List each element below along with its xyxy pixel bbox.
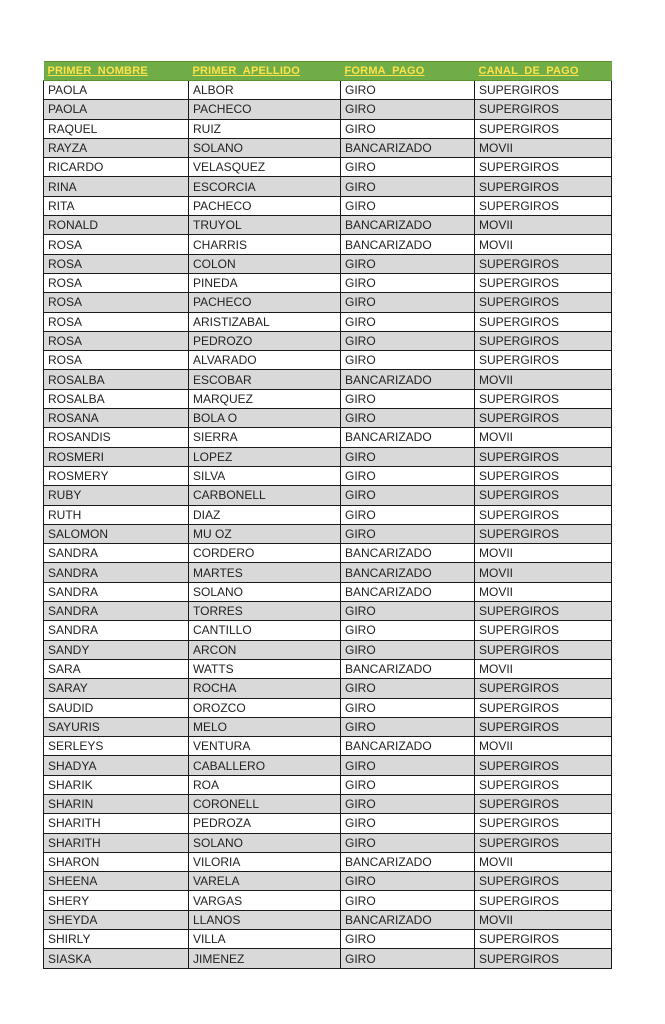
payment-method-cell: GIRO bbox=[341, 756, 475, 775]
first-name-cell: RAYZA bbox=[44, 138, 189, 157]
first-name-cell: SAUDID bbox=[44, 698, 189, 717]
table-row bbox=[44, 293, 612, 312]
last-name-cell: PACHECO bbox=[189, 293, 341, 312]
payment-method-cell: GIRO bbox=[341, 698, 475, 717]
table-row bbox=[44, 351, 612, 370]
payment-channel-cell: MOVII bbox=[475, 659, 612, 678]
table-row bbox=[44, 100, 612, 119]
payment-channel-cell: SUPERGIROS bbox=[475, 872, 612, 891]
payment-channel-cell: SUPERGIROS bbox=[475, 466, 612, 485]
payment-channel-cell: SUPERGIROS bbox=[475, 505, 612, 524]
payment-channel-cell: MOVII bbox=[475, 138, 612, 157]
last-name-cell: PEDROZO bbox=[189, 331, 341, 350]
last-name-cell: RUIZ bbox=[189, 119, 341, 138]
payment-method-cell: GIRO bbox=[341, 177, 475, 196]
payment-channel-cell: SUPERGIROS bbox=[475, 100, 612, 119]
payment-channel-cell: SUPERGIROS bbox=[475, 81, 612, 100]
last-name-cell: VILLA bbox=[189, 930, 341, 949]
payment-channel-cell: SUPERGIROS bbox=[475, 351, 612, 370]
payment-channel-cell: SUPERGIROS bbox=[475, 158, 612, 177]
table-row bbox=[44, 505, 612, 524]
payment-method-cell: GIRO bbox=[341, 100, 475, 119]
first-name-cell: ROSANA bbox=[44, 409, 189, 428]
payment-method-cell: BANCARIZADO bbox=[341, 216, 475, 235]
payment-channel-cell: SUPERGIROS bbox=[475, 698, 612, 717]
first-name-cell: SHIRLY bbox=[44, 930, 189, 949]
payment-method-cell: GIRO bbox=[341, 196, 475, 215]
payment-method-cell: BANCARIZADO bbox=[341, 852, 475, 871]
table-body bbox=[44, 81, 612, 969]
payment-method-cell: GIRO bbox=[341, 273, 475, 292]
payment-method-cell: BANCARIZADO bbox=[341, 428, 475, 447]
first-name-cell: SHARITH bbox=[44, 833, 189, 852]
payment-channel-cell: SUPERGIROS bbox=[475, 119, 612, 138]
table-row bbox=[44, 659, 612, 678]
payment-method-cell: GIRO bbox=[341, 331, 475, 350]
last-name-cell: TRUYOL bbox=[189, 216, 341, 235]
table-row bbox=[44, 119, 612, 138]
first-name-cell: PAOLA bbox=[44, 81, 189, 100]
last-name-cell: SOLANO bbox=[189, 138, 341, 157]
payment-channel-cell: MOVII bbox=[475, 582, 612, 601]
first-name-cell: ROSALBA bbox=[44, 370, 189, 389]
table-row bbox=[44, 370, 612, 389]
last-name-cell: ALBOR bbox=[189, 81, 341, 100]
payment-channel-cell: SUPERGIROS bbox=[475, 949, 612, 968]
first-name-cell: ROSALBA bbox=[44, 389, 189, 408]
payment-method-cell: GIRO bbox=[341, 409, 475, 428]
payment-channel-cell: SUPERGIROS bbox=[475, 177, 612, 196]
last-name-cell: MARQUEZ bbox=[189, 389, 341, 408]
column-header-primer-apellido: PRIMER_APELLIDO bbox=[189, 62, 341, 81]
first-name-cell: SANDRA bbox=[44, 563, 189, 582]
table-row bbox=[44, 717, 612, 736]
payment-channel-cell: SUPERGIROS bbox=[475, 389, 612, 408]
payment-channel-cell: SUPERGIROS bbox=[475, 524, 612, 543]
table-row bbox=[44, 216, 612, 235]
first-name-cell: SALOMON bbox=[44, 524, 189, 543]
payment-channel-cell: MOVII bbox=[475, 910, 612, 929]
payment-channel-cell: SUPERGIROS bbox=[475, 254, 612, 273]
payment-channel-cell: SUPERGIROS bbox=[475, 409, 612, 428]
table-row bbox=[44, 949, 612, 968]
spreadsheet-page bbox=[43, 61, 611, 969]
first-name-cell: RUTH bbox=[44, 505, 189, 524]
last-name-cell: CARBONELL bbox=[189, 486, 341, 505]
table-row bbox=[44, 621, 612, 640]
payment-channel-cell: SUPERGIROS bbox=[475, 273, 612, 292]
table-row bbox=[44, 930, 612, 949]
table-row bbox=[44, 833, 612, 852]
last-name-cell: ESCOBAR bbox=[189, 370, 341, 389]
payment-method-cell: GIRO bbox=[341, 524, 475, 543]
payment-method-cell: GIRO bbox=[341, 466, 475, 485]
payment-channel-cell: SUPERGIROS bbox=[475, 331, 612, 350]
last-name-cell: LOPEZ bbox=[189, 447, 341, 466]
payment-channel-cell: SUPERGIROS bbox=[475, 602, 612, 621]
first-name-cell: ROSA bbox=[44, 312, 189, 331]
payment-method-cell: BANCARIZADO bbox=[341, 737, 475, 756]
first-name-cell: SANDY bbox=[44, 640, 189, 659]
payment-channel-cell: SUPERGIROS bbox=[475, 679, 612, 698]
payment-method-cell: GIRO bbox=[341, 814, 475, 833]
payment-method-cell: GIRO bbox=[341, 621, 475, 640]
last-name-cell: JIMENEZ bbox=[189, 949, 341, 968]
first-name-cell: SHARITH bbox=[44, 814, 189, 833]
first-name-cell: ROSA bbox=[44, 273, 189, 292]
last-name-cell: VILORIA bbox=[189, 852, 341, 871]
last-name-cell: SOLANO bbox=[189, 582, 341, 601]
table-row bbox=[44, 679, 612, 698]
table-row bbox=[44, 563, 612, 582]
payment-channel-cell: MOVII bbox=[475, 737, 612, 756]
table-row bbox=[44, 737, 612, 756]
payment-method-cell: BANCARIZADO bbox=[341, 138, 475, 157]
first-name-cell: SAYURIS bbox=[44, 717, 189, 736]
first-name-cell: ROSA bbox=[44, 351, 189, 370]
last-name-cell: SILVA bbox=[189, 466, 341, 485]
payment-method-cell: GIRO bbox=[341, 602, 475, 621]
first-name-cell: SHARIN bbox=[44, 794, 189, 813]
payment-channel-cell: SUPERGIROS bbox=[475, 717, 612, 736]
last-name-cell: ESCORCIA bbox=[189, 177, 341, 196]
first-name-cell: ROSMERY bbox=[44, 466, 189, 485]
payment-method-cell: GIRO bbox=[341, 930, 475, 949]
table-row bbox=[44, 872, 612, 891]
table-row bbox=[44, 524, 612, 543]
payment-method-cell: GIRO bbox=[341, 891, 475, 910]
last-name-cell: ROCHA bbox=[189, 679, 341, 698]
table-row bbox=[44, 544, 612, 563]
payment-channel-cell: SUPERGIROS bbox=[475, 930, 612, 949]
table-row bbox=[44, 447, 612, 466]
payment-method-cell: GIRO bbox=[341, 794, 475, 813]
first-name-cell: ROSANDIS bbox=[44, 428, 189, 447]
payment-method-cell: GIRO bbox=[341, 81, 475, 100]
table-row bbox=[44, 486, 612, 505]
first-name-cell: RITA bbox=[44, 196, 189, 215]
header-row bbox=[44, 62, 612, 81]
table-row bbox=[44, 852, 612, 871]
last-name-cell: OROZCO bbox=[189, 698, 341, 717]
table-row bbox=[44, 312, 612, 331]
payment-method-cell: BANCARIZADO bbox=[341, 582, 475, 601]
table-row bbox=[44, 602, 612, 621]
payment-method-cell: GIRO bbox=[341, 679, 475, 698]
last-name-cell: MU OZ bbox=[189, 524, 341, 543]
first-name-cell: SHEYDA bbox=[44, 910, 189, 929]
last-name-cell: DIAZ bbox=[189, 505, 341, 524]
first-name-cell: SIASKA bbox=[44, 949, 189, 968]
payment-method-cell: BANCARIZADO bbox=[341, 235, 475, 254]
beneficiaries-table bbox=[43, 61, 612, 969]
payment-method-cell: GIRO bbox=[341, 312, 475, 331]
payment-method-cell: GIRO bbox=[341, 119, 475, 138]
payment-method-cell: GIRO bbox=[341, 505, 475, 524]
payment-method-cell: GIRO bbox=[341, 833, 475, 852]
last-name-cell: VENTURA bbox=[189, 737, 341, 756]
payment-method-cell: BANCARIZADO bbox=[341, 563, 475, 582]
payment-channel-cell: SUPERGIROS bbox=[475, 312, 612, 331]
payment-method-cell: GIRO bbox=[341, 447, 475, 466]
first-name-cell: ROSA bbox=[44, 293, 189, 312]
last-name-cell: CANTILLO bbox=[189, 621, 341, 640]
last-name-cell: PACHECO bbox=[189, 100, 341, 119]
table-row bbox=[44, 756, 612, 775]
payment-channel-cell: SUPERGIROS bbox=[475, 486, 612, 505]
payment-method-cell: GIRO bbox=[341, 872, 475, 891]
last-name-cell: ARCON bbox=[189, 640, 341, 659]
table-row bbox=[44, 640, 612, 659]
first-name-cell: RAQUEL bbox=[44, 119, 189, 138]
table-row bbox=[44, 331, 612, 350]
last-name-cell: COLON bbox=[189, 254, 341, 273]
first-name-cell: PAOLA bbox=[44, 100, 189, 119]
payment-method-cell: GIRO bbox=[341, 254, 475, 273]
payment-method-cell: GIRO bbox=[341, 486, 475, 505]
first-name-cell: RICARDO bbox=[44, 158, 189, 177]
last-name-cell: CORDERO bbox=[189, 544, 341, 563]
payment-method-cell: GIRO bbox=[341, 640, 475, 659]
table-row bbox=[44, 177, 612, 196]
table-row bbox=[44, 794, 612, 813]
table-header bbox=[44, 62, 612, 81]
payment-channel-cell: SUPERGIROS bbox=[475, 775, 612, 794]
payment-channel-cell: SUPERGIROS bbox=[475, 794, 612, 813]
first-name-cell: SANDRA bbox=[44, 621, 189, 640]
last-name-cell: ARISTIZABAL bbox=[189, 312, 341, 331]
table-row bbox=[44, 698, 612, 717]
payment-channel-cell: SUPERGIROS bbox=[475, 293, 612, 312]
last-name-cell: PINEDA bbox=[189, 273, 341, 292]
table-row bbox=[44, 158, 612, 177]
last-name-cell: SOLANO bbox=[189, 833, 341, 852]
first-name-cell: SARAY bbox=[44, 679, 189, 698]
first-name-cell: RUBY bbox=[44, 486, 189, 505]
first-name-cell: SHARIK bbox=[44, 775, 189, 794]
table-row bbox=[44, 910, 612, 929]
payment-method-cell: BANCARIZADO bbox=[341, 910, 475, 929]
last-name-cell: ROA bbox=[189, 775, 341, 794]
payment-channel-cell: SUPERGIROS bbox=[475, 891, 612, 910]
first-name-cell: SERLEYS bbox=[44, 737, 189, 756]
payment-channel-cell: SUPERGIROS bbox=[475, 814, 612, 833]
last-name-cell: PEDROZA bbox=[189, 814, 341, 833]
table-row bbox=[44, 196, 612, 215]
first-name-cell: SANDRA bbox=[44, 602, 189, 621]
payment-channel-cell: SUPERGIROS bbox=[475, 447, 612, 466]
first-name-cell: SARA bbox=[44, 659, 189, 678]
first-name-cell: RONALD bbox=[44, 216, 189, 235]
payment-channel-cell: SUPERGIROS bbox=[475, 621, 612, 640]
column-header-forma-pago: FORMA_PAGO bbox=[341, 62, 475, 81]
last-name-cell: SIERRA bbox=[189, 428, 341, 447]
table-row bbox=[44, 409, 612, 428]
last-name-cell: MARTES bbox=[189, 563, 341, 582]
table-row bbox=[44, 273, 612, 292]
payment-channel-cell: MOVII bbox=[475, 544, 612, 563]
first-name-cell: SHEENA bbox=[44, 872, 189, 891]
table-row bbox=[44, 775, 612, 794]
first-name-cell: SHARON bbox=[44, 852, 189, 871]
payment-method-cell: BANCARIZADO bbox=[341, 544, 475, 563]
first-name-cell: ROSA bbox=[44, 235, 189, 254]
table-row bbox=[44, 582, 612, 601]
first-name-cell: ROSA bbox=[44, 331, 189, 350]
table-row bbox=[44, 814, 612, 833]
payment-method-cell: GIRO bbox=[341, 775, 475, 794]
last-name-cell: BOLA O bbox=[189, 409, 341, 428]
payment-channel-cell: MOVII bbox=[475, 216, 612, 235]
first-name-cell: RINA bbox=[44, 177, 189, 196]
payment-method-cell: GIRO bbox=[341, 351, 475, 370]
last-name-cell: LLANOS bbox=[189, 910, 341, 929]
last-name-cell: VELASQUEZ bbox=[189, 158, 341, 177]
first-name-cell: SANDRA bbox=[44, 582, 189, 601]
table-row bbox=[44, 428, 612, 447]
payment-method-cell: BANCARIZADO bbox=[341, 659, 475, 678]
table-row bbox=[44, 466, 612, 485]
last-name-cell: VARELA bbox=[189, 872, 341, 891]
payment-channel-cell: MOVII bbox=[475, 563, 612, 582]
column-header-primer-nombre: PRIMER_NOMBRE bbox=[44, 62, 189, 81]
payment-method-cell: GIRO bbox=[341, 389, 475, 408]
payment-channel-cell: SUPERGIROS bbox=[475, 833, 612, 852]
payment-method-cell: GIRO bbox=[341, 158, 475, 177]
first-name-cell: SANDRA bbox=[44, 544, 189, 563]
payment-channel-cell: SUPERGIROS bbox=[475, 196, 612, 215]
last-name-cell: PACHECO bbox=[189, 196, 341, 215]
first-name-cell: ROSA bbox=[44, 254, 189, 273]
first-name-cell: SHERY bbox=[44, 891, 189, 910]
payment-channel-cell: MOVII bbox=[475, 370, 612, 389]
payment-method-cell: GIRO bbox=[341, 949, 475, 968]
last-name-cell: VARGAS bbox=[189, 891, 341, 910]
payment-channel-cell: MOVII bbox=[475, 852, 612, 871]
payment-method-cell: BANCARIZADO bbox=[341, 370, 475, 389]
table-row bbox=[44, 254, 612, 273]
last-name-cell: MELO bbox=[189, 717, 341, 736]
last-name-cell: CABALLERO bbox=[189, 756, 341, 775]
last-name-cell: WATTS bbox=[189, 659, 341, 678]
last-name-cell: CHARRIS bbox=[189, 235, 341, 254]
payment-method-cell: GIRO bbox=[341, 293, 475, 312]
payment-channel-cell: SUPERGIROS bbox=[475, 640, 612, 659]
last-name-cell: ALVARADO bbox=[189, 351, 341, 370]
first-name-cell: SHADYA bbox=[44, 756, 189, 775]
payment-method-cell: GIRO bbox=[341, 717, 475, 736]
table-row bbox=[44, 138, 612, 157]
payment-channel-cell: MOVII bbox=[475, 235, 612, 254]
payment-channel-cell: SUPERGIROS bbox=[475, 756, 612, 775]
payment-channel-cell: MOVII bbox=[475, 428, 612, 447]
table-row bbox=[44, 81, 612, 100]
table-row bbox=[44, 389, 612, 408]
column-header-canal-de-pago: CANAL_DE_PAGO bbox=[475, 62, 612, 81]
last-name-cell: TORRES bbox=[189, 602, 341, 621]
table-row bbox=[44, 891, 612, 910]
table-row bbox=[44, 235, 612, 254]
first-name-cell: ROSMERI bbox=[44, 447, 189, 466]
last-name-cell: CORONELL bbox=[189, 794, 341, 813]
